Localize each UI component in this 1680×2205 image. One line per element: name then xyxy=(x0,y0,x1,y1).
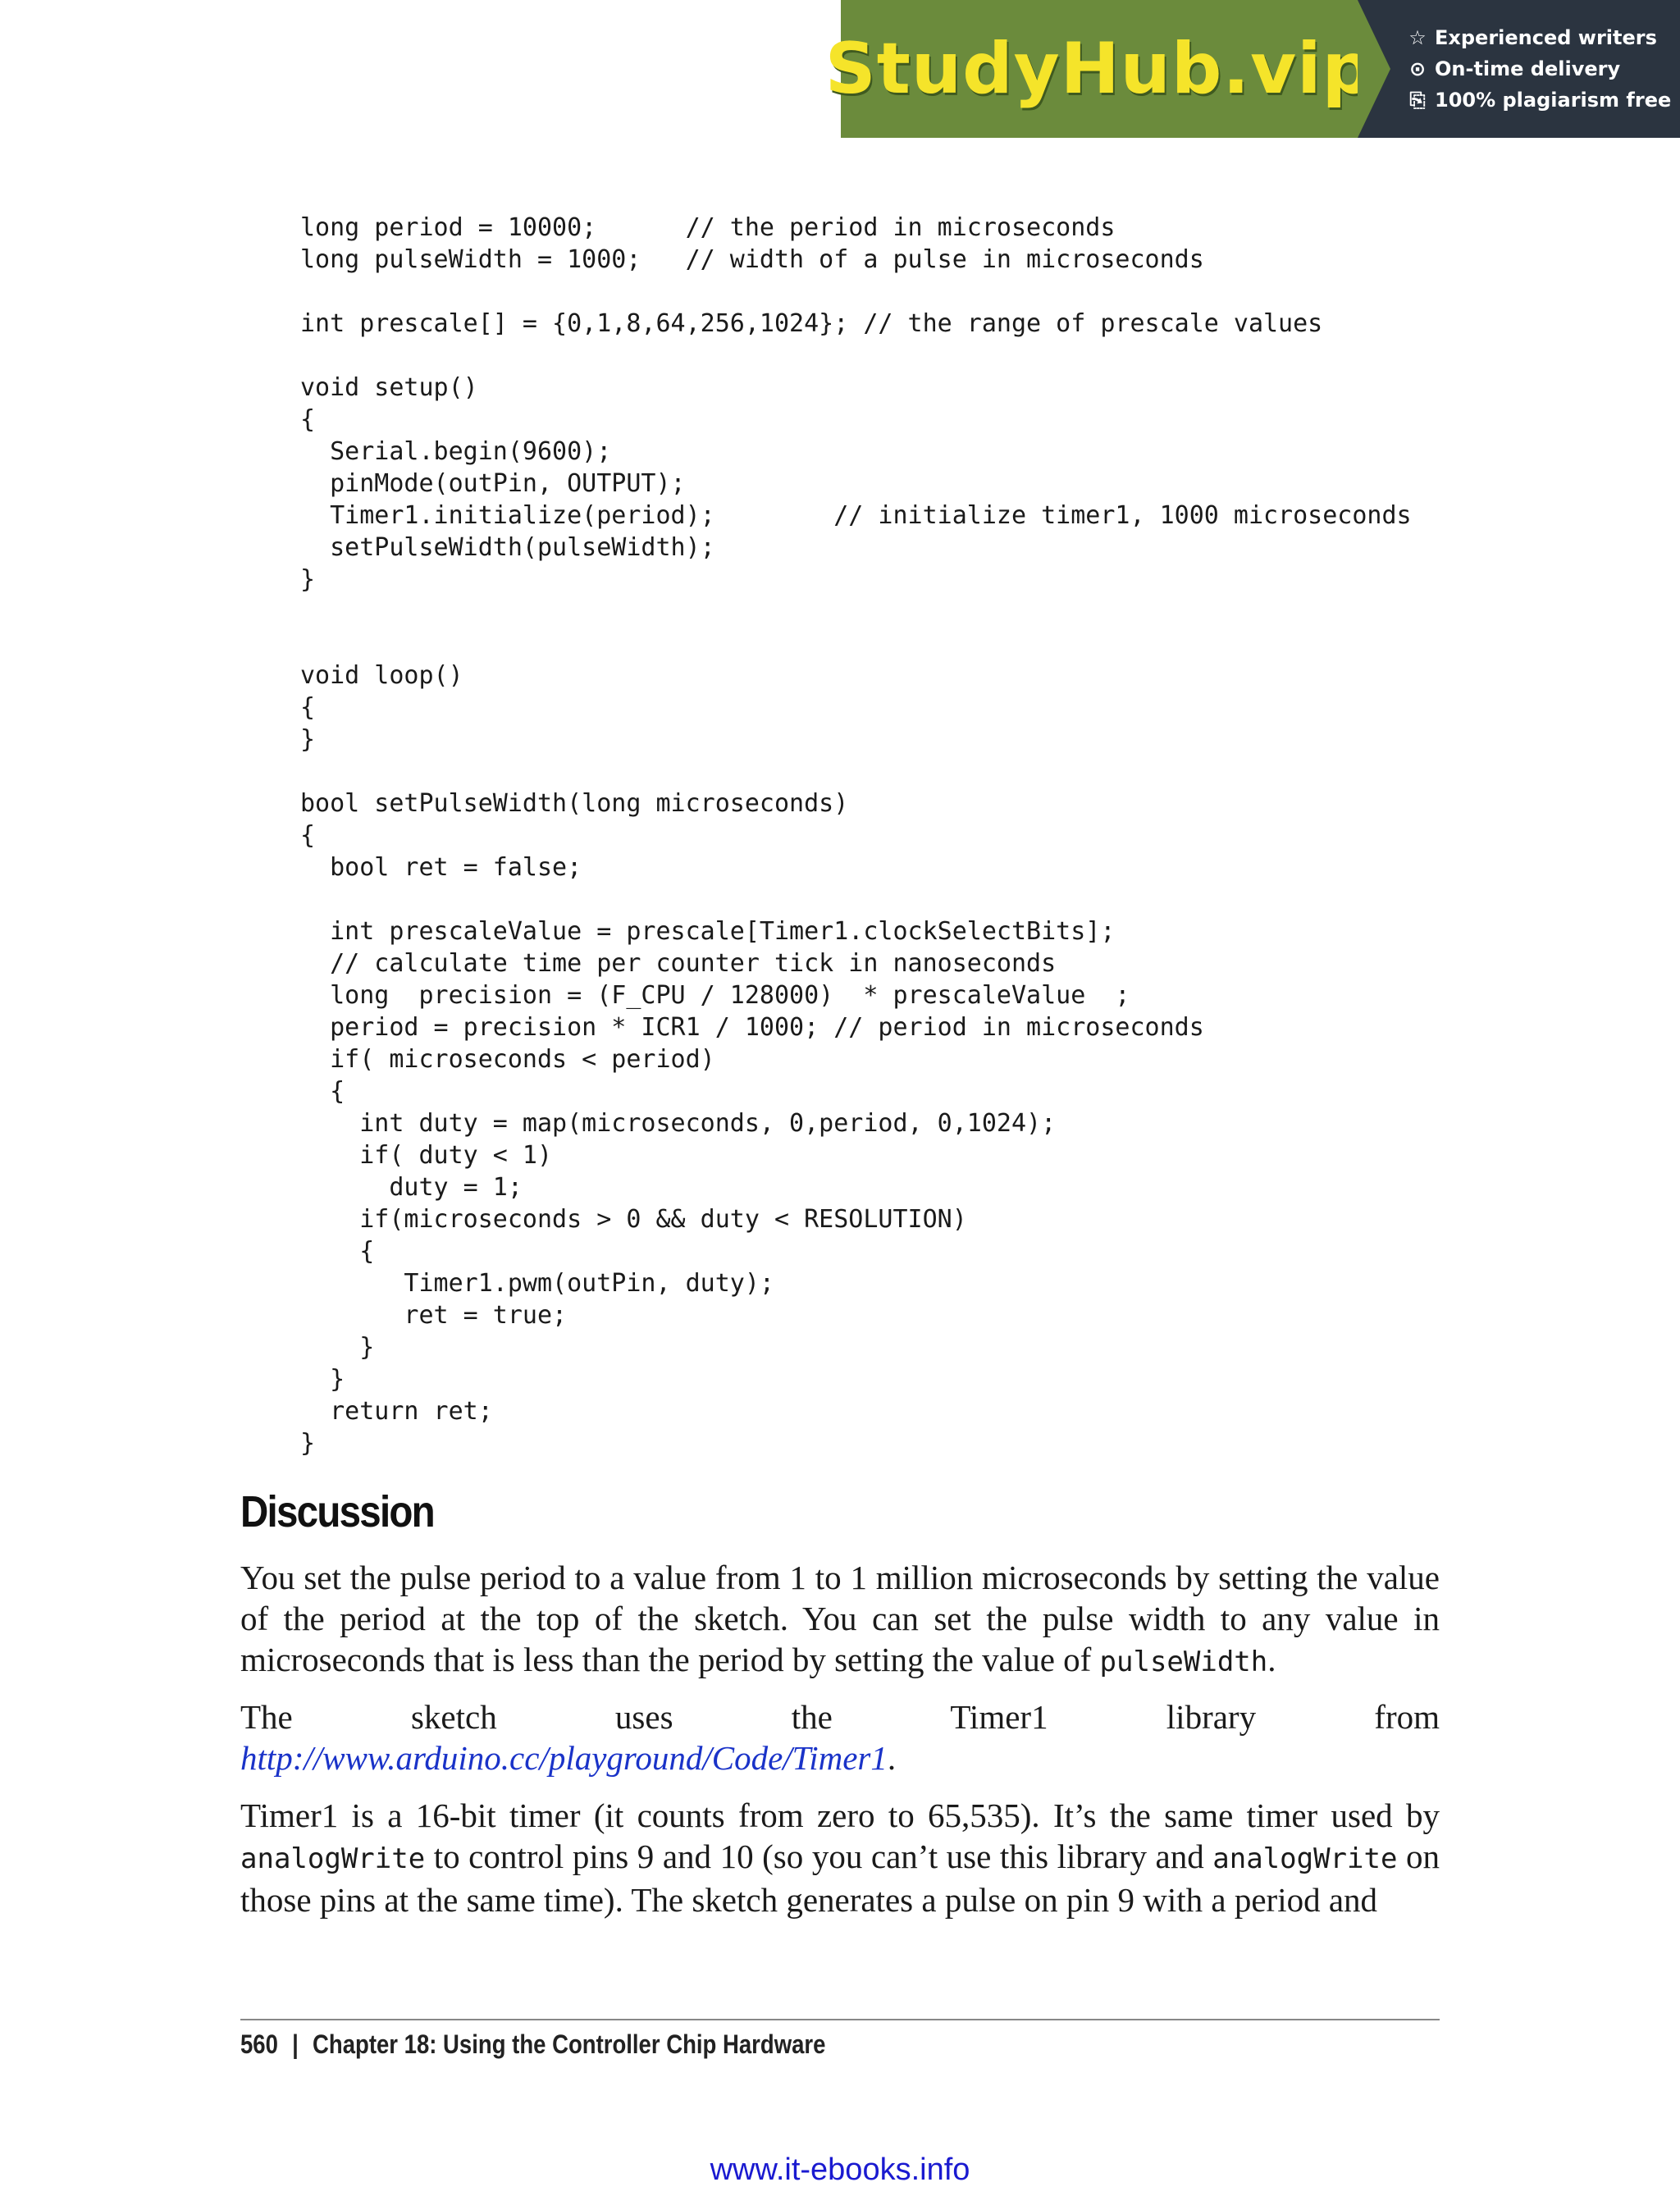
inline-code: analogWrite xyxy=(1212,1842,1398,1875)
code-line: } xyxy=(300,725,316,754)
code-line: ret = true; xyxy=(300,1301,568,1330)
code-line: bool setPulseWidth(long microseconds) xyxy=(300,789,849,818)
code-line: { xyxy=(300,693,316,722)
banner-feature-writers xyxy=(1407,26,1680,49)
banner-feature-label: 100% plagiarism free xyxy=(1435,89,1672,112)
footer-separator: | xyxy=(292,2029,299,2059)
code-line: period = precision * ICR1 / 1000; // period in microseconds xyxy=(300,1013,1204,1042)
source-url-link[interactable]: www.it-ebooks.info xyxy=(710,2152,970,2187)
copy-icon: ⎘ xyxy=(1409,89,1426,112)
code-line: int duty = map(microseconds, 0,period, 0,1024); xyxy=(300,1109,1057,1138)
code-line: } xyxy=(300,1429,316,1458)
code-line: long precision = (F_CPU / 128000) * prescaleValue ; xyxy=(300,981,1130,1010)
code-line: { xyxy=(300,1237,375,1266)
code-line: setPulseWidth(pulseWidth); xyxy=(300,533,715,562)
code-line: if( duty < 1) xyxy=(300,1141,553,1170)
chapter-title: Chapter 18: Using the Controller Chip Hardware xyxy=(313,2029,826,2059)
banner-logo-area[interactable] xyxy=(824,0,1374,138)
code-line: int prescale[] = {0,1,8,64,256,1024}; // the range of prescale values xyxy=(300,309,1323,338)
paragraph-text: You set the pulse period to a value from 1 to 1 million microseconds by setting the value of the period at the top of the sketch. You can set the pulse width to any value in microseconds that is less than the period by setting the value of xyxy=(240,1559,1440,1678)
page-footer xyxy=(240,2029,825,2060)
banner-feature-plagiarism xyxy=(1407,89,1680,112)
paragraph-text: to control pins 9 and 10 (so you can’t use this library and xyxy=(425,1838,1213,1875)
banner-feature-delivery xyxy=(1407,57,1680,80)
star-icon: ☆ xyxy=(1408,26,1427,49)
paragraph-period xyxy=(240,1557,1440,1682)
code-line: Timer1.initialize(period); // initialize timer1, 1000 microseconds xyxy=(300,501,1412,530)
code-listing xyxy=(300,212,1412,1459)
code-line xyxy=(300,276,1412,308)
code-line: void setup() xyxy=(300,373,478,402)
inline-code: pulseWidth xyxy=(1099,1646,1268,1678)
code-line: pinMode(outPin, OUTPUT); xyxy=(300,469,686,498)
code-line: return ret; xyxy=(300,1397,493,1426)
code-line: { xyxy=(300,405,316,434)
footer-rule xyxy=(240,2019,1440,2020)
code-line xyxy=(300,883,1412,915)
paragraph-text: on those pins at the same time). The sketch generates a pulse on pin 9 with a period and xyxy=(240,1838,1440,1919)
banner-logo[interactable]: StudyHub.vip xyxy=(824,28,1374,110)
code-line: duty = 1; xyxy=(300,1173,523,1202)
code-line: if(microseconds > 0 && duty < RESOLUTION) xyxy=(300,1205,967,1234)
code-line xyxy=(300,596,1412,628)
banner-feature-label: Experienced writers xyxy=(1435,26,1657,49)
paragraph-text: The sketch uses the Timer1 library from xyxy=(240,1698,1440,1736)
paragraph-library xyxy=(240,1696,1440,1778)
banner-features xyxy=(1358,0,1680,138)
code-line: } xyxy=(300,1365,345,1394)
code-line: } xyxy=(300,565,316,594)
code-line: { xyxy=(300,821,316,850)
code-line xyxy=(300,628,1412,660)
clock-icon: ⊙ xyxy=(1408,57,1427,80)
section-heading: Discussion xyxy=(240,1487,434,1536)
banner-wedge xyxy=(1358,0,1390,138)
timer1-library-link[interactable]: http://www.arduino.cc/playground/Code/Timer1 xyxy=(240,1739,888,1777)
code-line xyxy=(300,340,1412,372)
promo-banner[interactable] xyxy=(824,0,1680,138)
code-line: bool ret = false; xyxy=(300,853,582,882)
code-line: long period = 10000; // the period in microseconds xyxy=(300,213,1116,242)
code-line: Timer1.pwm(outPin, duty); xyxy=(300,1269,774,1298)
page-number: 560 xyxy=(240,2029,278,2059)
code-line: int prescaleValue = prescale[Timer1.clockSelectBits]; xyxy=(300,917,1116,946)
banner-feature-label: On-time delivery xyxy=(1435,57,1621,80)
paragraph-text: . xyxy=(887,1739,897,1777)
code-line: void loop() xyxy=(300,661,463,690)
code-line: Serial.begin(9600); xyxy=(300,437,612,466)
paragraph-timer1 xyxy=(240,1795,1440,1920)
inline-code: analogWrite xyxy=(240,1842,426,1875)
code-line: long pulseWidth = 1000; // width of a pulse in microseconds xyxy=(300,245,1204,274)
code-line xyxy=(300,756,1412,788)
paragraph-text: Timer1 is a 16-bit timer (it counts from zero to 65,535). It’s the same timer used by xyxy=(240,1796,1440,1834)
code-line: } xyxy=(300,1333,375,1362)
code-line: if( microseconds < period) xyxy=(300,1045,715,1074)
code-line: { xyxy=(300,1077,345,1106)
paragraph-text: . xyxy=(1267,1641,1276,1678)
code-line: // calculate time per counter tick in nanoseconds xyxy=(300,949,1057,978)
